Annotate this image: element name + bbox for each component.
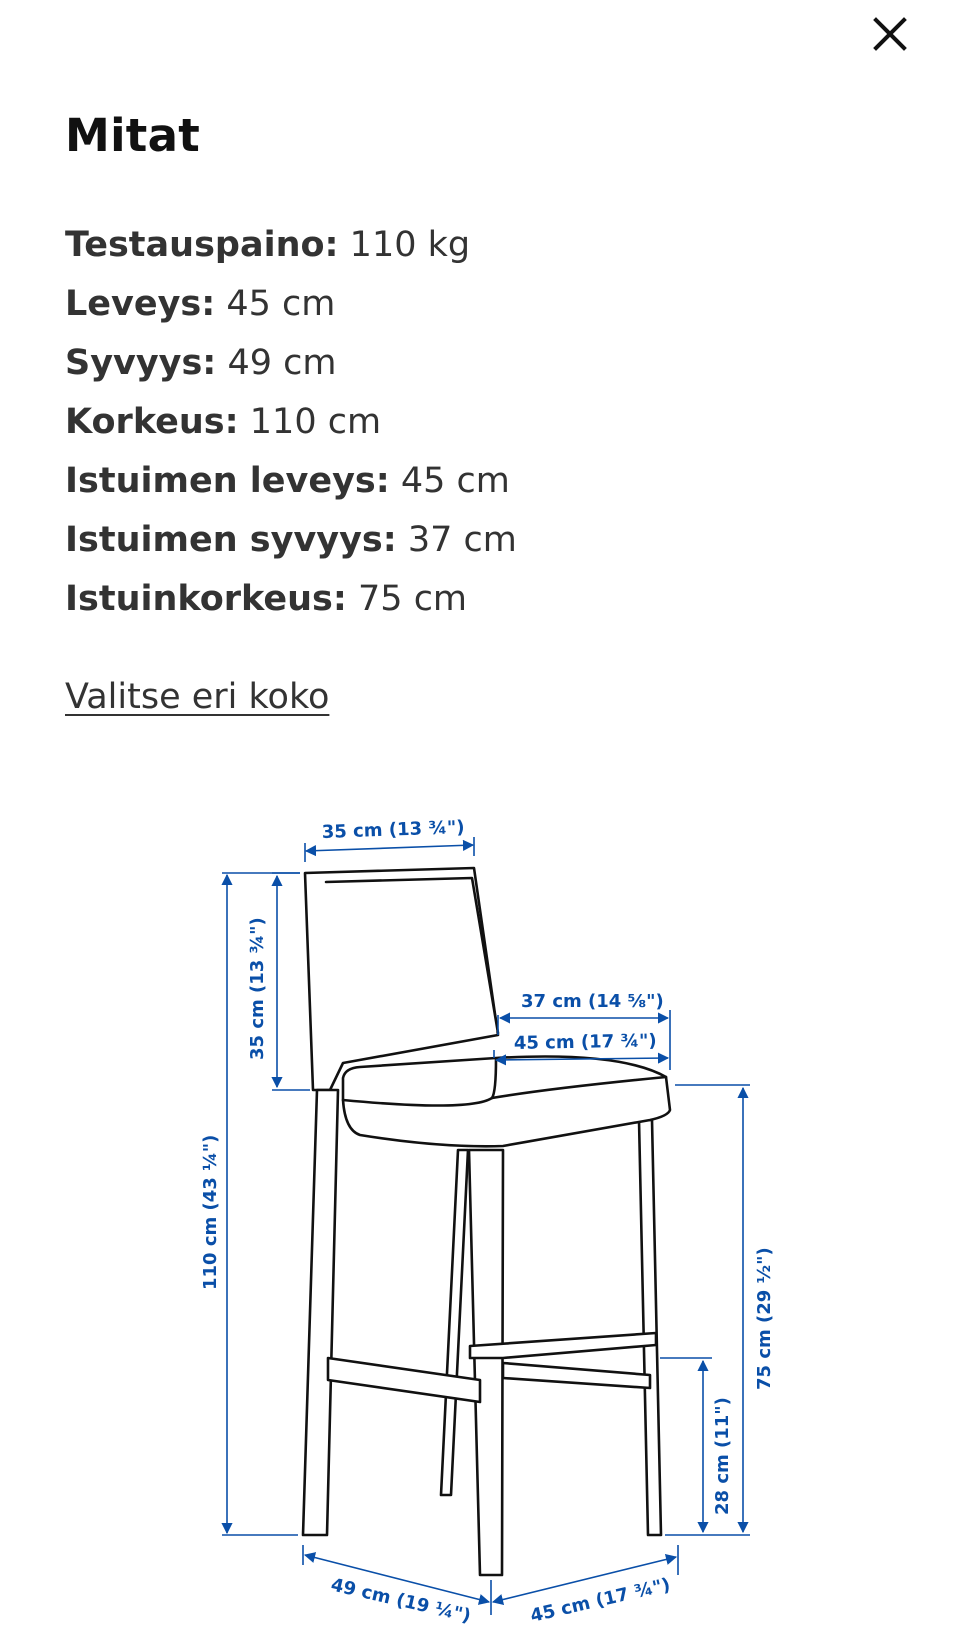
spec-value: 110 cm: [249, 402, 382, 442]
spec-label: Leveys:: [65, 284, 216, 324]
spec-label: Testauspaino:: [65, 225, 339, 265]
footrest-height-label: 28 cm (11"): [712, 1397, 733, 1515]
spec-label: Istuinkorkeus:: [65, 579, 347, 619]
bar-stool-drawing: [303, 868, 670, 1575]
seat-height-label: 75 cm (29 ½"): [754, 1247, 775, 1390]
spec-label: Istuimen leveys:: [65, 461, 390, 501]
backrest-width-label: 35 cm (13 ¾"): [321, 817, 465, 843]
width-label: 45 cm (17 ¾"): [528, 1574, 673, 1627]
spec-label: Istuimen syvyys:: [65, 520, 397, 560]
spec-label: Syvyys:: [65, 343, 217, 383]
spec-label: Korkeus:: [65, 402, 239, 442]
spec-value: 45 cm: [400, 461, 510, 501]
select-size-link[interactable]: Valitse eri koko: [65, 677, 330, 717]
spec-value: 49 cm: [227, 343, 337, 383]
backrest-height-label: 35 cm (13 ¾"): [247, 917, 268, 1060]
spec-value: 75 cm: [358, 579, 468, 619]
page-title: Mitat: [65, 109, 201, 162]
spec-value: 37 cm: [407, 520, 517, 560]
seat-depth-label: 37 cm (14 ⅝"): [521, 991, 664, 1012]
spec-value: 45 cm: [226, 284, 336, 324]
spec-value: 110 kg: [349, 225, 471, 265]
depth-label: 49 cm (19 ¼"): [328, 1574, 473, 1627]
seat-width-label: 45 cm (17 ¾"): [513, 1030, 657, 1054]
total-height-label: 110 cm (43 ¼"): [200, 1134, 221, 1290]
